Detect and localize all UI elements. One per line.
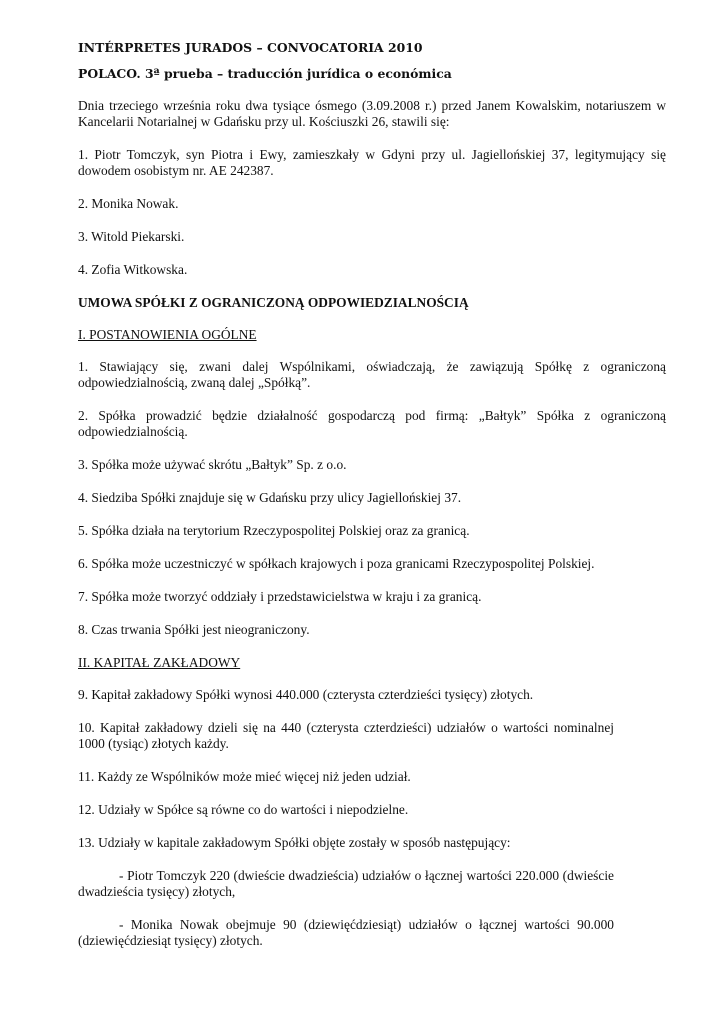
share-allocation-item: - Piotr Tomczyk 220 (dwieście dwadzieścia) udziałów o łącznej wartości 220.000 (dwieście dwadzieścia tysięcy) złotych, <box>78 868 614 899</box>
clause-item: 12. Udziały w Spółce są równe co do wartości i niepodzielne. <box>78 802 409 817</box>
clause-item: 1. Stawiający się, zwani dalej Wspólnikami, oświadczają, że zawiązują Spółkę z ograniczoną odpowiedzialnością, zwaną dalej „Spółką”. <box>78 359 666 390</box>
clause-item: 8. Czas trwania Spółki jest nieograniczony. <box>78 622 310 637</box>
clause-item: 5. Spółka działa na terytorium Rzeczypospolitej Polskiej oraz za granicą. <box>78 523 470 538</box>
person-item: 4. Zofia Witkowska. <box>78 262 188 277</box>
section-heading-capital: II. KAPITAŁ ZAKŁADOWY <box>78 655 241 670</box>
section-heading-general: I. POSTANOWIENIA OGÓLNE <box>78 327 257 342</box>
exam-subtitle: POLACO. 3ª prueba – traducción jurídica o económica <box>78 66 452 81</box>
clause-item: 9. Kapitał zakładowy Spółki wynosi 440.000 (czterysta czterdzieści tysięcy) złotych. <box>78 687 534 702</box>
intro-paragraph: Dnia trzeciego września roku dwa tysiące ósmego (3.09.2008 r.) przed Janem Kowalskim, notariuszem w Kancelarii Notarialnej w Gdańsku przy ul. Kościuszki 26, stawili się: <box>78 98 666 129</box>
clause-item: 11. Każdy ze Wspólników może mieć więcej niż jeden udział. <box>78 769 411 784</box>
share-allocation-item: - Monika Nowak obejmuje 90 (dziewięćdziesiąt) udziałów o łącznej wartości 90.000 (dziewięćdziesiąt tysięcy) złotych. <box>78 917 614 948</box>
document-page <box>78 40 666 966</box>
person-item: 3. Witold Piekarski. <box>78 229 185 244</box>
clause-item: 6. Spółka może uczestniczyć w spółkach krajowych i poza granicami Rzeczypospolitej Polskiej. <box>78 556 595 571</box>
person-item: 2. Monika Nowak. <box>78 196 179 211</box>
clause-item: 3. Spółka może używać skrótu „Bałtyk” Sp. z o.o. <box>78 457 347 472</box>
clause-item: 10. Kapitał zakładowy dzieli się na 440 (czterysta czterdzieści) udziałów o wartości nominalnej 1000 (tysiąc) złotych każdy. <box>78 720 614 751</box>
contract-title: UMOWA SPÓŁKI Z OGRANICZONĄ ODPOWIEDZIALNOŚCIĄ <box>78 295 469 310</box>
clause-item: 2. Spółka prowadzić będzie działalność gospodarczą pod firmą: „Bałtyk” Spółka z ograniczoną odpowiedzialnością. <box>78 408 666 439</box>
clause-item: 4. Siedziba Spółki znajduje się w Gdańsku przy ulicy Jagiellońskiej 37. <box>78 490 462 505</box>
person-item: 1. Piotr Tomczyk, syn Piotra i Ewy, zamieszkały w Gdyni przy ul. Jagiellońskiej 37, legitymujący się dowodem osobistym nr. AE 242387. <box>78 147 666 178</box>
clause-item: 13. Udziały w kapitale zakładowym Spółki objęte zostały w sposób następujący: <box>78 835 511 850</box>
clause-item: 7. Spółka może tworzyć oddziały i przedstawicielstwa w kraju i za granicą. <box>78 589 482 604</box>
exam-title: INTÉRPRETES JURADOS – CONVOCATORIA 2010 <box>78 40 423 55</box>
